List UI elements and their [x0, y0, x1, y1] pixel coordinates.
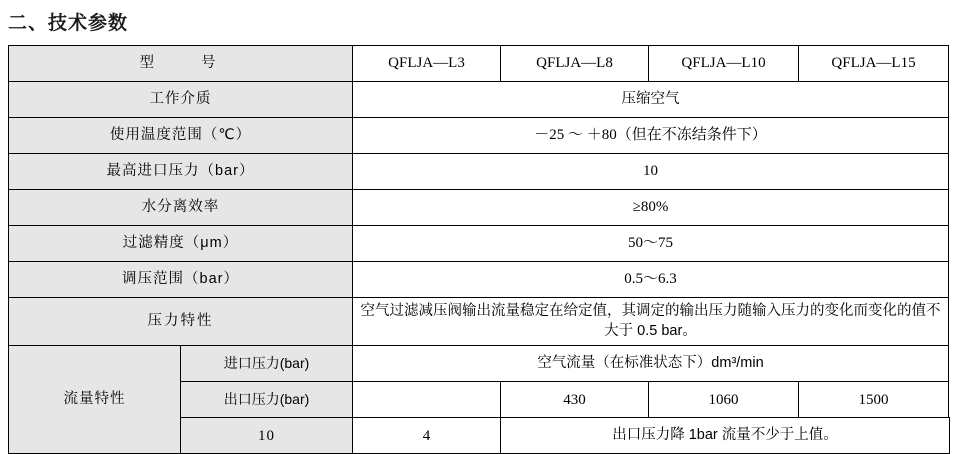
- row-label-max-inlet-pressure: 最高进口压力（bar）: [9, 154, 353, 190]
- model-value-2: QFLJA—L8: [501, 46, 649, 82]
- flow-value-3: 1060: [649, 382, 799, 418]
- table-row-pressure-characteristic: [9, 298, 950, 346]
- model-value-1: QFLJA—L3: [353, 46, 501, 82]
- row-label-water-separation: 水分离效率: [9, 190, 353, 226]
- row-value-water-separation: ≥80%: [353, 190, 949, 226]
- table-row-temperature: [9, 118, 950, 154]
- outlet-pressure-label: 出口压力(bar): [181, 382, 353, 418]
- row-value-filtration-accuracy: 50～75: [353, 226, 949, 262]
- table-row-regulation-range: [9, 262, 950, 298]
- table-row-filtration-accuracy: [9, 226, 950, 262]
- row-value-max-inlet-pressure: 10: [353, 154, 949, 190]
- flow-header: 空气流量（在标准状态下）dm³/min: [353, 346, 949, 382]
- technical-parameters-table: [8, 45, 950, 454]
- table-row-water-separation: [9, 190, 950, 226]
- row-value-medium: 压缩空气: [353, 82, 949, 118]
- pressure-characteristic-description: 空气过滤减压阀输出流量稳定在给定值，其调定的输出压力随输入压力的变化而变化的值不大于 0.5 bar。: [353, 298, 949, 346]
- flow-value-2: 430: [501, 382, 649, 418]
- outlet-pressure-value: 4: [353, 418, 501, 454]
- flow-characteristic-label: 流量特性: [9, 346, 181, 454]
- model-value-4: QFLJA—L15: [799, 46, 949, 82]
- row-label-filtration-accuracy: 过滤精度（μm）: [9, 226, 353, 262]
- table-row-max-inlet-pressure: [9, 154, 950, 190]
- pressure-characteristic-label: 压力特性: [9, 298, 353, 346]
- table-row-medium: [9, 82, 950, 118]
- model-label: 型 号: [9, 46, 353, 82]
- row-label-regulation-range: 调压范围（bar）: [9, 262, 353, 298]
- table-row-flow-subheader: [9, 346, 950, 382]
- flow-value-4: 1500: [799, 382, 949, 418]
- flow-note: 出口压力降 1bar 流量不少于上值。: [501, 418, 950, 454]
- page-title: 二、技术参数: [8, 13, 129, 34]
- inlet-pressure-label: 进口压力(bar): [181, 346, 353, 382]
- model-value-3: QFLJA—L10: [649, 46, 799, 82]
- row-value-temperature: －25 ～ ＋80（但在不冻结条件下）: [353, 118, 949, 154]
- row-label-medium: 工作介质: [9, 82, 353, 118]
- inlet-pressure-value: 10: [181, 418, 353, 454]
- row-value-regulation-range: 0.5～6.3: [353, 262, 949, 298]
- row-label-temperature: 使用温度范围（℃）: [9, 118, 353, 154]
- table-row-model: [9, 46, 950, 82]
